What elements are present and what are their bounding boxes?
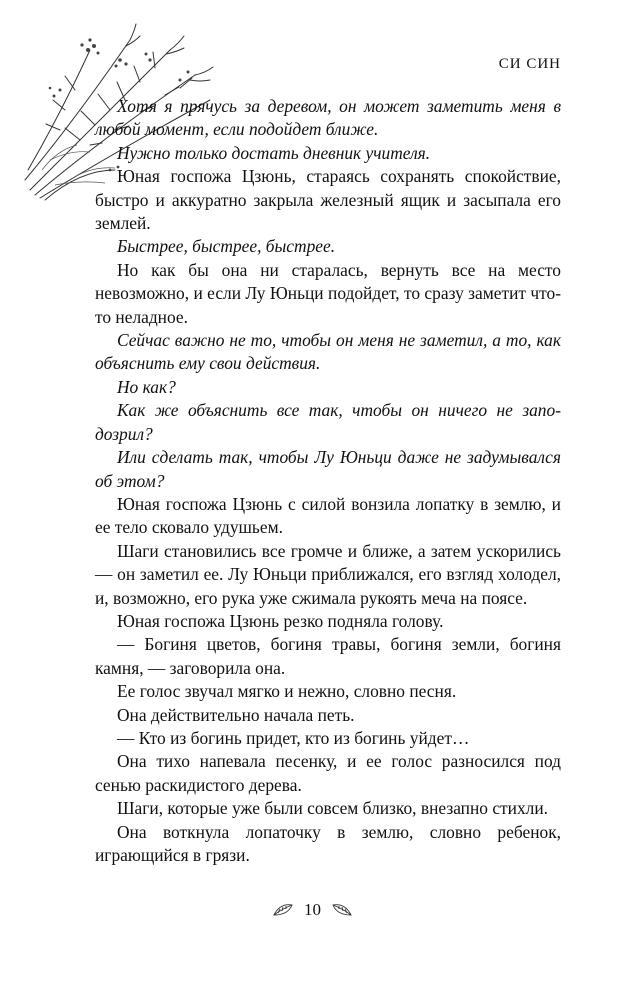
paragraph: Сейчас важно не то, чтобы он меня не заметил, а то, как объяснить ему свои действия. [95,330,561,374]
leaf-ornament-icon [331,901,353,919]
page-number: 10 [304,900,321,919]
body-text [95,95,561,867]
paragraph: Но как бы она ни старалась, вернуть все на место невозможно, и если Лу Юньци подойдет, то сразу заметит что-то неладное. [95,259,561,327]
paragraph: Юная госпожа Цзюнь резко подняла голову. [117,610,444,631]
leaf-ornament-icon [272,901,294,919]
paragraph: Шаги, которые уже были совсем близко, внезапно стихли. [117,798,548,819]
paragraph: Юная госпожа Цзюнь с силой вонзила лопатку в землю, и ее тело сковало удушьем. [95,493,561,538]
paragraph: Она действительно начала петь. [117,704,355,725]
paragraph: Юная госпожа Цзюнь, стараясь сохранять спокойствие, быстро и аккуратно закрыла железный ящик и засыпала его землей. [95,166,561,234]
paragraph: — Богиня цветов, богиня травы, богиня земли, богиня камня, — заговорила она. [95,634,561,678]
paragraph: Хотя я прячусь за деревом, он может заметить меня в любой момент, если подойдет ближе. [95,96,561,140]
paragraph: Она воткнула лопаточку в землю, словно ребенок, играющийся в грязи. [95,821,561,865]
paragraph: Или сделать так, чтобы Лу Юньци даже не задумывался об этом? [95,447,561,491]
paragraph: Как же объяснить все так, чтобы он ничего не заподозрил? [95,400,561,444]
paragraph: Но как? [117,376,176,397]
paragraph: Она тихо напевала песенку, и ее голос разносился под сенью раскидистого дерева. [95,751,561,795]
paragraph: — Кто из богинь придет, кто из богинь уйдет… [117,727,470,748]
paragraph: Шаги становились все громче и ближе, а затем ускорились — он заметил ее. Лу Юньци приближался, его взгляд холодел, и, возможно, его рука уже сжимала рукоять меча на поясе. [95,540,561,608]
running-header: СИ СИН [498,56,561,72]
paragraph: Быстрее, быстрее, быстрее. [117,236,336,257]
paragraph: Ее голос звучал мягко и нежно, словно песня. [117,681,457,702]
paragraph: Нужно только достать дневник учителя. [117,142,431,163]
page-footer [0,895,625,925]
